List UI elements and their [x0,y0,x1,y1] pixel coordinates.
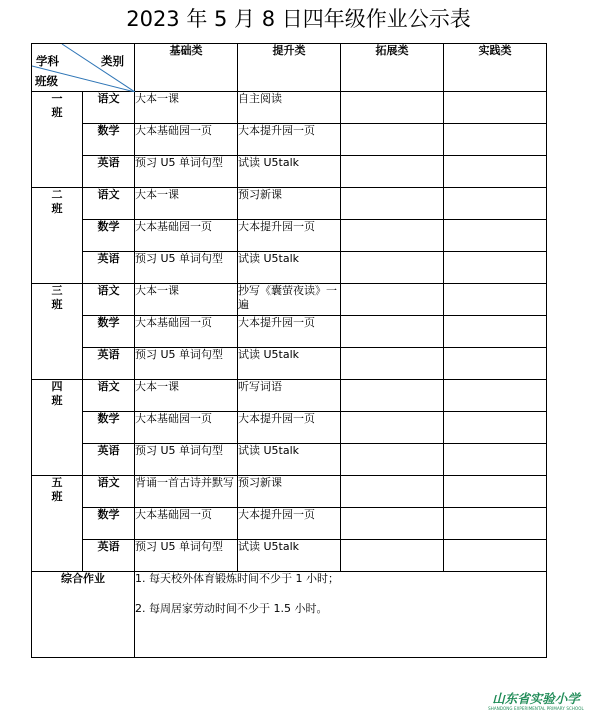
subject-cell: 数学 [83,508,135,540]
homework-cell-practice [444,316,547,348]
homework-cell-extend [341,316,444,348]
homework-cell-basic: 大本一课 [135,380,238,412]
homework-cell-practice [444,188,547,220]
table-row [32,156,547,188]
homework-cell-practice [444,92,547,124]
homework-cell-basic: 预习 U5 单词句型 [135,156,238,188]
comprehensive-item: 1. 每天校外体育锻炼时间不少于 1 小时； [135,572,339,585]
corner-class-label: 班级 [35,74,58,88]
homework-cell-extend [341,508,444,540]
homework-cell-improve: 大本提升园一页 [238,508,341,540]
table-row [32,412,547,444]
comprehensive-row [32,572,547,658]
homework-cell-extend [341,188,444,220]
homework-cell-practice [444,540,547,572]
homework-cell-extend [341,412,444,444]
logo-name-cn: 山东省实验小学 [492,691,580,706]
homework-cell-basic: 预习 U5 单词句型 [135,444,238,476]
comprehensive-text [135,572,547,658]
homework-cell-practice [444,508,547,540]
homework-cell-extend [341,444,444,476]
table-row [32,92,547,124]
homework-cell-practice [444,444,547,476]
subject-cell: 英语 [83,156,135,188]
homework-cell-basic: 大本一课 [135,92,238,124]
homework-cell-basic: 预习 U5 单词句型 [135,348,238,380]
homework-cell-practice [444,412,547,444]
subject-cell: 语文 [83,284,135,316]
corner-subject-label: 学科 [36,54,59,68]
homework-cell-improve: 听写词语 [238,380,341,412]
corner-category-label: 类别 [101,54,124,68]
homework-cell-practice [444,220,547,252]
subject-cell: 语文 [83,92,135,124]
homework-cell-improve: 试读 U5talk [238,444,341,476]
subject-cell: 英语 [83,252,135,284]
column-header-practice: 实践类 [444,44,547,92]
homework-cell-basic: 大本基础园一页 [135,220,238,252]
homework-cell-improve: 试读 U5talk [238,540,341,572]
homework-cell-practice [444,476,547,508]
homework-cell-improve: 试读 U5talk [238,156,341,188]
homework-cell-basic: 大本基础园一页 [135,124,238,156]
table-row [32,348,547,380]
class-name-cell: 二 班 [32,188,83,284]
diagonal-header-cell [32,44,135,92]
homework-cell-improve: 抄写《囊萤夜读》一遍 [238,284,341,316]
homework-cell-basic: 大本基础园一页 [135,412,238,444]
homework-cell-basic: 预习 U5 单词句型 [135,540,238,572]
class-name-cell: 五 班 [32,476,83,572]
subject-cell: 语文 [83,380,135,412]
homework-cell-extend [341,476,444,508]
homework-cell-basic: 大本基础园一页 [135,508,238,540]
comprehensive-label: 综合作业 [32,572,135,658]
table-row [32,124,547,156]
homework-cell-practice [444,156,547,188]
header-row [32,44,547,92]
homework-cell-extend [341,92,444,124]
subject-cell: 数学 [83,316,135,348]
homework-cell-extend [341,252,444,284]
subject-cell: 数学 [83,124,135,156]
homework-cell-improve: 预习新课 [238,476,341,508]
logo-name-en: SHANDONG EXPERIMENTAL PRIMARY SCHOOL [488,706,584,711]
homework-cell-extend [341,284,444,316]
table-row [32,540,547,572]
homework-cell-improve: 大本提升园一页 [238,412,341,444]
class-name-cell: 四 班 [32,380,83,476]
homework-cell-extend [341,220,444,252]
table-row [32,188,547,220]
column-header-basic: 基础类 [135,44,238,92]
homework-cell-extend [341,124,444,156]
school-logo [478,692,594,712]
homework-cell-practice [444,380,547,412]
homework-cell-practice [444,252,547,284]
homework-cell-improve: 试读 U5talk [238,348,341,380]
homework-cell-improve: 大本提升园一页 [238,316,341,348]
subject-cell: 英语 [83,444,135,476]
homework-cell-basic: 大本一课 [135,188,238,220]
homework-cell-improve: 大本提升园一页 [238,220,341,252]
homework-table [31,43,547,658]
subject-cell: 数学 [83,220,135,252]
subject-cell: 语文 [83,188,135,220]
class-name-cell: 三 班 [32,284,83,380]
table-row [32,508,547,540]
homework-cell-basic: 背诵一首古诗并默写 [135,476,238,508]
homework-cell-extend [341,380,444,412]
table-row [32,476,547,508]
homework-cell-improve: 预习新课 [238,188,341,220]
homework-cell-extend [341,348,444,380]
subject-cell: 语文 [83,476,135,508]
table-row [32,316,547,348]
homework-cell-practice [444,284,547,316]
homework-cell-basic: 预习 U5 单词句型 [135,252,238,284]
homework-cell-improve: 试读 U5talk [238,252,341,284]
homework-cell-basic: 大本基础园一页 [135,316,238,348]
page-title: 2023 年 5 月 8 日四年级作业公示表 [126,7,471,31]
homework-cell-extend [341,156,444,188]
table-row [32,284,547,316]
homework-cell-extend [341,540,444,572]
homework-cell-practice [444,348,547,380]
homework-cell-practice [444,124,547,156]
comprehensive-item: 2. 每周居家劳动时间不少于 1.5 小时。 [135,602,328,615]
class-name-cell: 一 班 [32,92,83,188]
homework-cell-improve: 自主阅读 [238,92,341,124]
table-row [32,444,547,476]
subject-cell: 英语 [83,348,135,380]
column-header-extend: 拓展类 [341,44,444,92]
table-row [32,220,547,252]
subject-cell: 数学 [83,412,135,444]
table-row [32,380,547,412]
homework-cell-basic: 大本一课 [135,284,238,316]
column-header-improve: 提升类 [238,44,341,92]
homework-cell-improve: 大本提升园一页 [238,124,341,156]
subject-cell: 英语 [83,540,135,572]
table-row [32,252,547,284]
